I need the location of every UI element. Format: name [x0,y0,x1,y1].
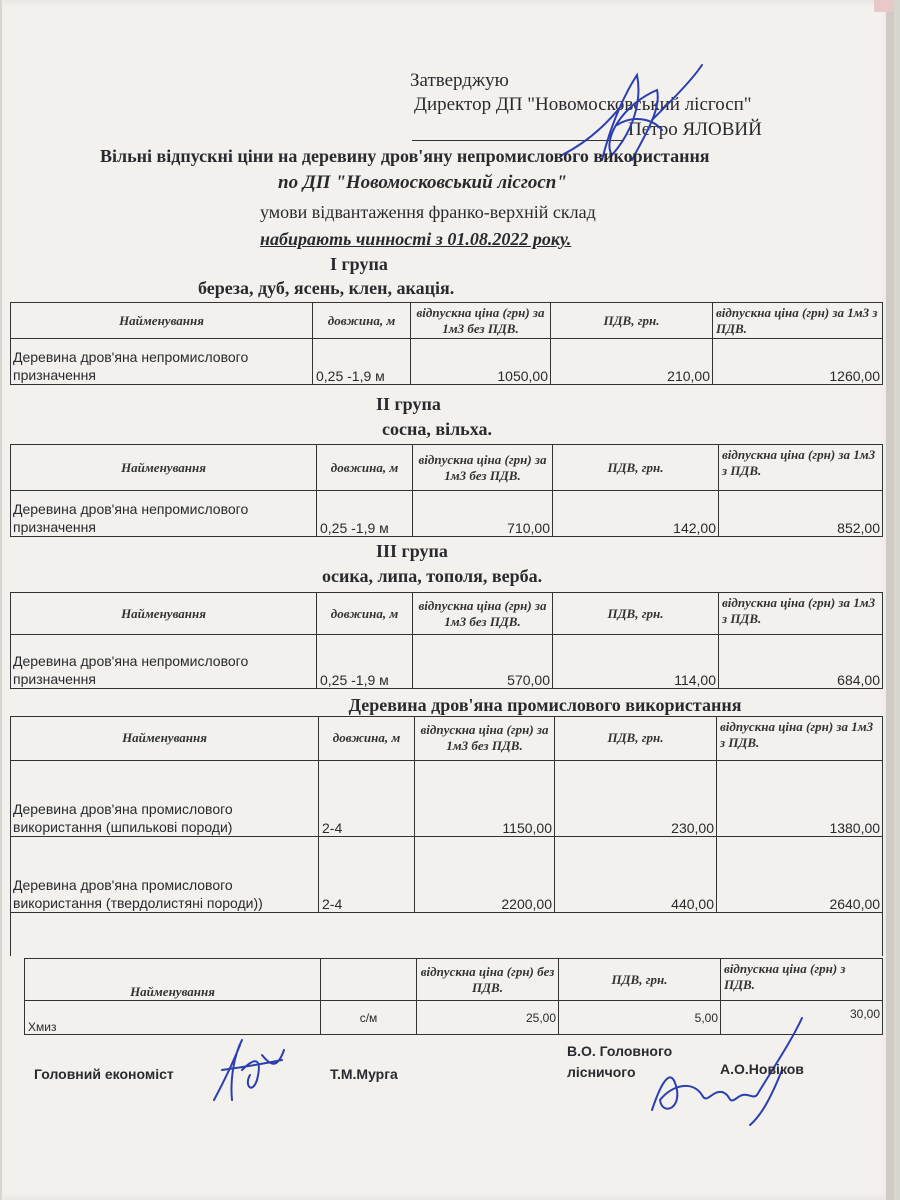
col-total: відпускна ціна (грн) за 1м3 з ПДВ. [719,593,883,635]
row-total: 30,00 [721,1001,883,1035]
row-vat: 440,00 [555,836,717,912]
row-length: 2-4 [319,836,415,912]
row-total: 2640,00 [717,836,883,912]
row-total: 1380,00 [717,760,883,836]
row-price: 1050,00 [411,339,551,385]
group-3-species: осика, липа, тополя, верба. [322,566,543,586]
col-price: відпускна ціна (грн) без ПДВ. [417,959,559,1001]
group-1-table [10,302,883,385]
row-length: 0,25 -1,9 м [313,339,411,385]
row-vat: 210,00 [551,339,713,385]
col-price: відпускна ціна (грн) за 1м3 без ПДВ. [411,303,551,339]
row-unit: с/м [321,1001,417,1035]
forester-role-1: В.О. Головного [567,1043,673,1059]
table-header-row [11,593,883,635]
row-name: Деревина дров'яна промислового використання (шпилькові породи) [11,760,319,836]
group-2-table [10,444,883,537]
col-vat: ПДВ, грн. [553,445,719,491]
group-3-table [10,592,883,689]
col-total: відпускна ціна (грн) за 1м3 з ПДВ. [717,716,883,760]
group-2-label: ІІ група [376,394,441,414]
table-header-row [11,303,883,339]
row-name: Деревина дров'яна непромислового призначення [11,491,317,537]
row-price: 710,00 [413,491,553,537]
table-row [11,491,883,537]
col-total: відпускна ціна (грн) за 1м3 з ПДВ. [719,445,883,491]
col-price: відпускна ціна (грн) за 1м3 без ПДВ. [413,445,553,491]
row-name: Деревина дров'яна промислового використання (твердолистяні породи)) [11,836,319,912]
col-vat: ПДВ, грн. [559,959,721,1001]
effective-date: набирають чинності з 01.08.2022 року. [260,229,572,249]
col-length: довжина, м [317,445,413,491]
row-vat: 5,00 [559,1001,721,1035]
economist-name: Т.М.Мурга [330,1066,398,1082]
row-total: 684,00 [719,635,883,689]
approval-line-3: Петро ЯЛОВИЙ [628,119,762,140]
col-length: довжина, м [319,716,415,760]
forester-role-2: лісничого [567,1064,636,1080]
economist-signature [202,1030,292,1110]
col-price: відпускна ціна (грн) за 1м3 без ПДВ. [415,716,555,760]
col-name: Найменування [25,959,321,1001]
row-name: Хмиз [25,1001,321,1035]
col-vat: ПДВ, грн. [553,593,719,635]
row-total: 852,00 [719,491,883,537]
approval-line-1: Затверджую [410,70,509,91]
table-header-row [25,959,883,1001]
group-2-species: сосна, вільха. [382,419,492,439]
document-title: Вільні відпускні ціни на деревину дров'яну непромислового використання [100,146,710,166]
sheet-edge [886,0,894,1200]
col-name: Найменування [11,593,317,635]
col-price: відпускна ціна (грн) за 1м3 без ПДВ. [413,593,553,635]
table-row [11,836,883,912]
group-1-species: береза, дуб, ясень, клен, акація. [198,278,455,298]
col-name: Найменування [11,445,317,491]
row-price: 2200,00 [415,836,555,912]
row-total: 1260,00 [713,339,883,385]
table-header-row [11,445,883,491]
document-sheet [2,0,894,1200]
row-length: 2-4 [319,760,415,836]
row-name: Деревина дров'яна непромислового призначення [11,635,317,689]
table-header-row [11,716,883,760]
industrial-table [10,688,883,956]
row-price: 570,00 [413,635,553,689]
col-name: Найменування [11,303,313,339]
industrial-title: Деревина дров'яна промислового використання [11,688,883,716]
col-vat: ПДВ, грн. [555,716,717,760]
col-length: довжина, м [317,593,413,635]
col-length: довжина, м [313,303,411,339]
blank-cell [11,912,883,956]
group-1-label: І група [330,254,388,274]
economist-role: Головний економіст [34,1066,174,1082]
forester-name: А.О.Новіков [720,1061,804,1077]
document-subtitle: по ДП "Новомосковський лісгосп" [278,172,567,193]
row-price: 25,00 [417,1001,559,1035]
row-vat: 142,00 [553,491,719,537]
row-vat: 114,00 [553,635,719,689]
corner-tab [874,0,894,12]
table-row [11,339,883,385]
col-total: відпускна ціна (грн) з ПДВ. [721,959,883,1001]
table-row [11,760,883,836]
col-total: відпускна ціна (грн) за 1м3 з ПДВ. [713,303,883,339]
row-length: 0,25 -1,9 м [317,491,413,537]
table-row [11,635,883,689]
row-length: 0,25 -1,9 м [317,635,413,689]
col-vat: ПДВ, грн. [551,303,713,339]
row-vat: 230,00 [555,760,717,836]
shipping-conditions: умови відвантаження франко-верхній склад [260,202,596,222]
approval-line-2: Директор ДП "Новомосковський лісгосп" [414,94,752,115]
row-name: Деревина дров'яна непромислового призначення [11,339,313,385]
industrial-title-row [11,688,883,716]
col-unit-empty [321,959,417,1001]
col-name: Найменування [11,716,319,760]
group-3-label: ІІІ група [376,541,448,561]
row-price: 1150,00 [415,760,555,836]
blank-row [11,912,883,956]
